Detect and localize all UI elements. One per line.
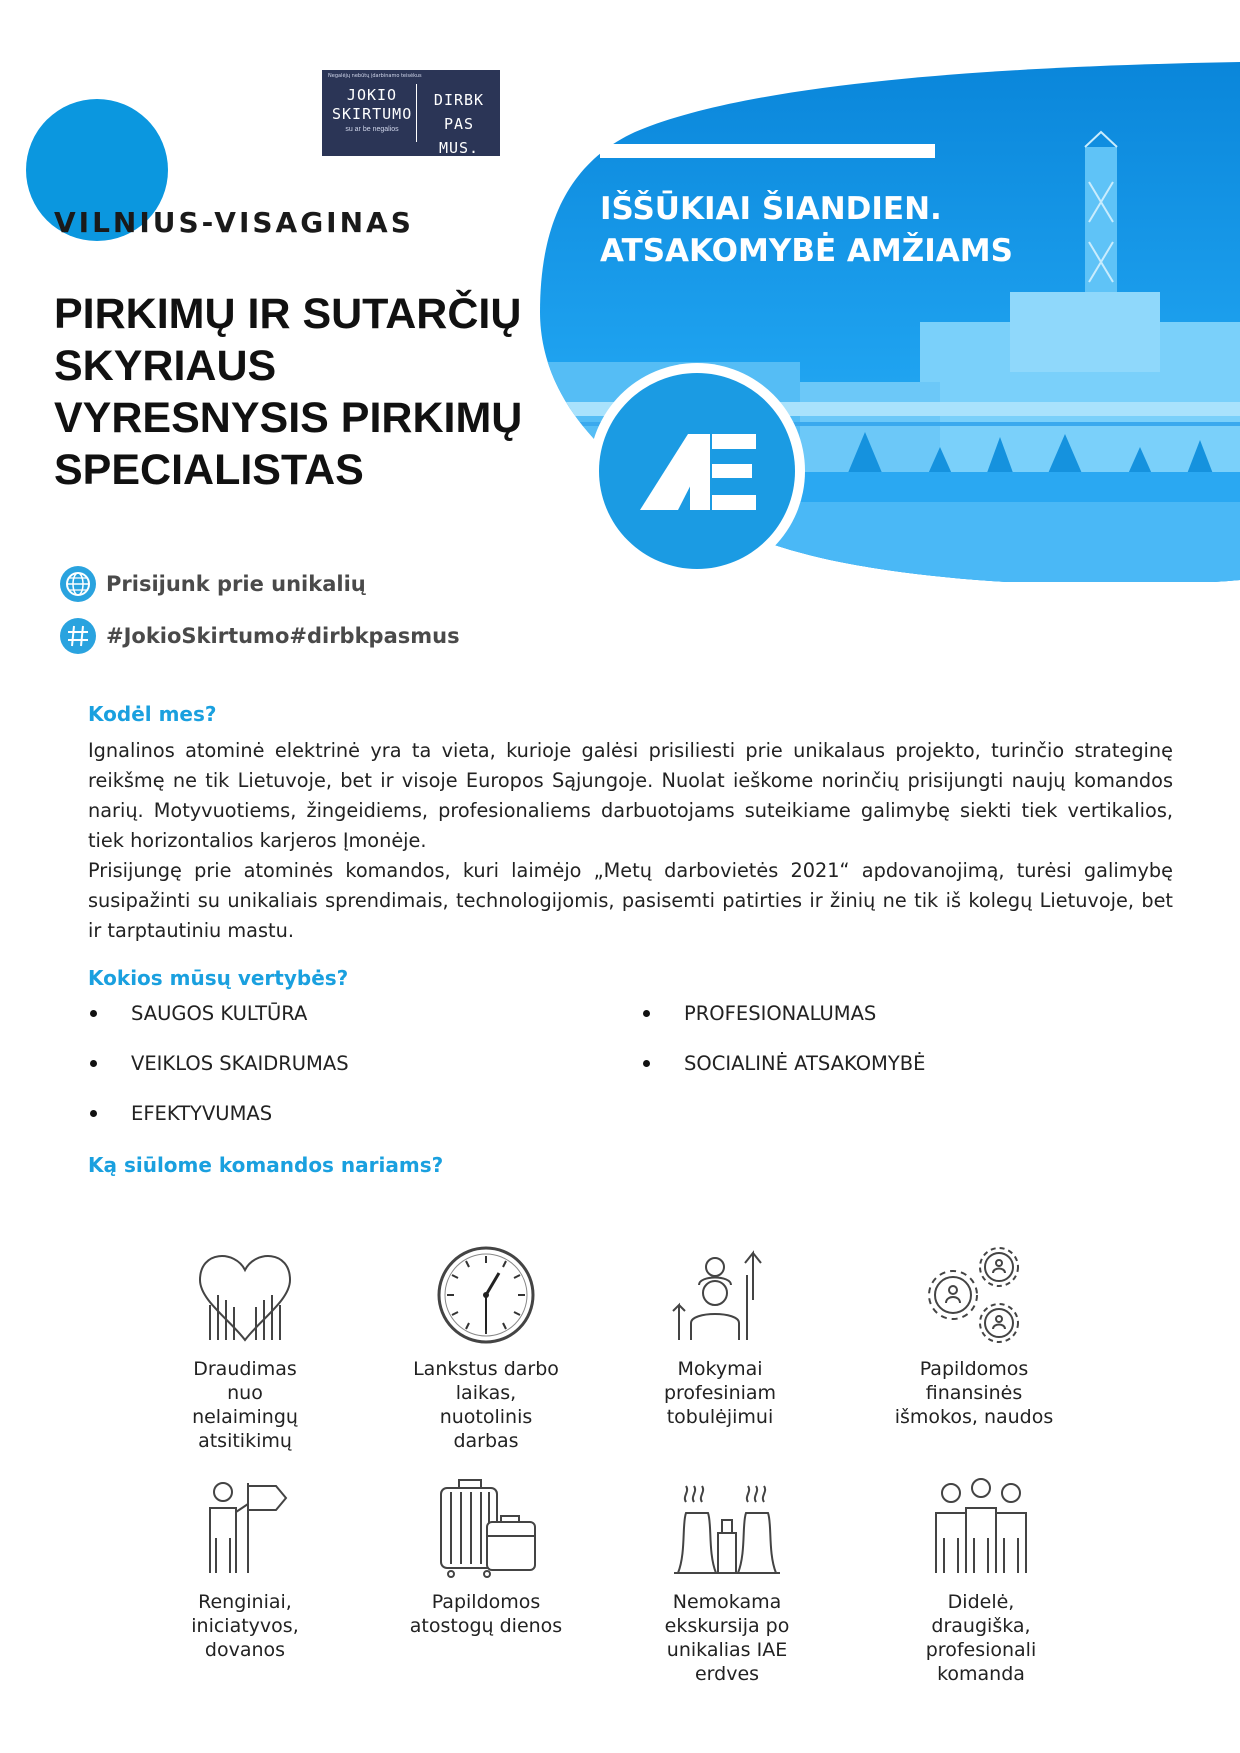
globe-icon xyxy=(60,566,96,602)
power-plant-icon xyxy=(672,1478,782,1578)
hashtag-icon xyxy=(60,618,96,654)
value-item: VEIKLOS SKAIDRUMAS xyxy=(90,1052,349,1075)
hero-slogan: IŠŠŪKIAI ŠIANDIEN. ATSAKOMYBĖ AMŽIAMS xyxy=(600,191,1013,269)
benefit-caption: Nemokama ekskursija po unikalias IAE erdves xyxy=(664,1591,790,1685)
benefit-flexible-time xyxy=(376,1245,596,1453)
logo-separator xyxy=(416,84,417,142)
benefit-caption: Papildomos atostogų dienos xyxy=(409,1591,563,1637)
benefit-training xyxy=(610,1245,830,1429)
team-icon xyxy=(926,1478,1036,1578)
hero-banner xyxy=(540,62,1240,582)
clock-icon xyxy=(431,1245,541,1345)
luggage-icon xyxy=(431,1478,541,1578)
gears-people-icon xyxy=(919,1245,1029,1345)
value-item: PROFESIONALUMAS xyxy=(643,1002,876,1025)
benefit-caption: Mokymai profesiniam tobulėjimui xyxy=(663,1358,777,1428)
tag-text: Prisijunk prie unikalių xyxy=(106,572,366,596)
why-paragraph: Prisijungę prie atominės komandos, kuri laimėjo „Metų darbovietės 2021“ apdovanojimą, turėsi galimybę susipažinti su unikaliais sprendimais, technologijomis, pasisemti patirties ir žinių ne tik iš kolegų Lietuvoje, bet ir tarptautiniu mastu. xyxy=(88,859,1173,942)
benefit-financial xyxy=(864,1245,1084,1429)
person-flag-icon xyxy=(190,1478,300,1578)
hands-heart-icon xyxy=(190,1245,300,1345)
logo-right-text: DIRBK PAS MUS. xyxy=(433,91,485,157)
tag-join xyxy=(60,565,366,603)
value-item: EFEKTYVUMAS xyxy=(90,1102,272,1125)
jokio-skirtumo-logo xyxy=(322,70,500,156)
benefit-excursion xyxy=(617,1478,837,1686)
hero-underline xyxy=(600,144,935,158)
benefit-caption: Lankstus darbo laikas, nuotolinis darbas xyxy=(413,1358,559,1452)
values-heading: Kokios mūsų vertybės? xyxy=(88,966,349,990)
offer-heading: Ką siūlome komandos nariams? xyxy=(88,1153,444,1177)
tag-hashtag xyxy=(60,617,460,655)
benefit-insurance xyxy=(135,1245,355,1453)
job-title: PIRKIMŲ IR SUTARČIŲ SKYRIAUS VYRESNYSIS PIRKIMŲ SPECIALISTAS xyxy=(54,290,523,494)
benefit-team xyxy=(871,1478,1091,1686)
why-paragraph: Ignalinos atominė elektrinė yra ta vieta, kurioje galėsi prisiliesti prie unikalaus projekto, turinčio strateginę reikšmę ne tik Lietuvoje, bet ir visoje Europos Sąjungoje. Nuolat ieškome norinčių prisijungti naujų komandos narių. Motyvuotiems, žingeidiems, profesionaliems darbuotojams suteikiame galimybę siekti tiek vertikalios, tiek horizontalios karjeros Įmonėje. xyxy=(88,739,1173,852)
why-text xyxy=(88,736,1173,946)
why-heading: Kodėl mes? xyxy=(88,702,217,726)
growth-person-icon xyxy=(665,1245,775,1345)
logo-left-text: JOKIO SKIRTUMO xyxy=(332,86,413,123)
benefit-caption: Papildomos finansinės išmokos, naudos xyxy=(894,1358,1054,1428)
logo-tiny-text: Negalėjų nebūtų įdarbinamo teisėkus xyxy=(328,73,422,79)
value-item: SAUGOS KULTŪRA xyxy=(90,1002,307,1025)
benefit-vacation xyxy=(376,1478,596,1638)
benefit-caption: Draudimas nuo nelaimingų atsitikimų xyxy=(192,1358,298,1452)
benefit-events xyxy=(135,1478,355,1662)
tag-text: #JokioSkirtumo#dirbkpasmus xyxy=(106,624,460,648)
location-label: VILNIUS-VISAGINAS xyxy=(54,206,414,239)
benefit-caption: Didelė, draugiška, profesionali komanda xyxy=(925,1591,1037,1685)
value-item: SOCIALINĖ ATSAKOMYBĖ xyxy=(643,1052,925,1075)
benefit-caption: Renginiai, iniciatyvos, dovanos xyxy=(191,1591,299,1661)
logo-left-subtext: su ar be negalios xyxy=(345,126,399,133)
